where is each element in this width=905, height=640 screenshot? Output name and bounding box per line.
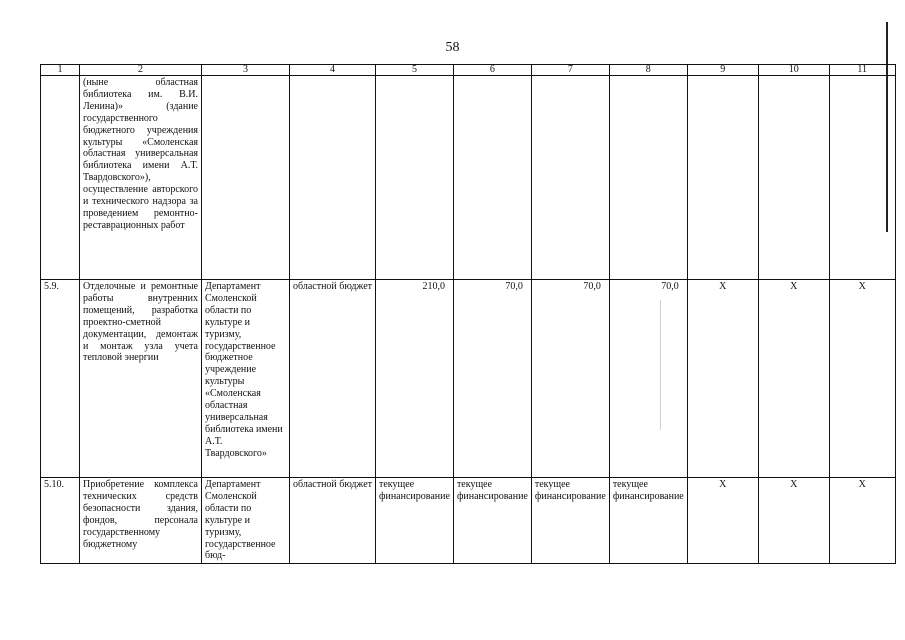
col-header-3: 3 xyxy=(202,65,290,76)
indicator-3 xyxy=(829,76,895,280)
amount-total: 210,0 xyxy=(376,280,454,478)
col-header-2: 2 xyxy=(80,65,202,76)
indicator-1 xyxy=(687,76,758,280)
col-header-11: 11 xyxy=(829,65,895,76)
funding-source xyxy=(290,76,376,280)
amount-year-3: текущее финансирование xyxy=(609,478,687,564)
amount-year-2: текущее финансирование xyxy=(531,478,609,564)
funding-source: областной бюджет xyxy=(290,478,376,564)
col-header-7: 7 xyxy=(531,65,609,76)
executor: Департамент Смоленской области по культуре и туризму, государственное бюджетное учреждение культуры «Смоленская областная универсальная библиотека имени А.Т. Твардовского» xyxy=(202,280,290,478)
executor xyxy=(202,76,290,280)
amount-year-1: 70,0 xyxy=(453,280,531,478)
amount-year-1: текущее финансирование xyxy=(453,478,531,564)
col-header-9: 9 xyxy=(687,65,758,76)
indicator-2: X xyxy=(758,280,829,478)
amount-total xyxy=(376,76,454,280)
indicator-1: X xyxy=(687,280,758,478)
budget-table xyxy=(40,64,896,564)
amount-total: текущее финансирование xyxy=(376,478,454,564)
work-description: Приобретение комплекса технических средств безопасности здания, фондов, персонала государственному бюджетному xyxy=(80,478,202,564)
col-header-10: 10 xyxy=(758,65,829,76)
amount-year-3 xyxy=(609,76,687,280)
table-row xyxy=(41,280,896,478)
indicator-3: X xyxy=(829,280,895,478)
row-number xyxy=(41,76,80,280)
amount-year-3: 70,0 xyxy=(609,280,687,478)
col-header-1: 1 xyxy=(41,65,80,76)
indicator-3: X xyxy=(829,478,895,564)
header-row xyxy=(41,65,896,76)
amount-year-2 xyxy=(531,76,609,280)
amount-year-2: 70,0 xyxy=(531,280,609,478)
work-description: (ныне областная библиотека им. В.И. Ленина)» (здание государственного бюджетного учреждения культуры «Смоленская областная универсальная библиотека имени А.Т. Твардовского»), осуществление авторского и технического надзора за проведением ремонтно-реставрационных работ xyxy=(80,76,202,280)
col-header-6: 6 xyxy=(453,65,531,76)
row-number: 5.10. xyxy=(41,478,80,564)
row-number: 5.9. xyxy=(41,280,80,478)
table-row xyxy=(41,76,896,280)
funding-source: областной бюджет xyxy=(290,280,376,478)
page-number: 58 xyxy=(445,40,460,55)
indicator-1: X xyxy=(687,478,758,564)
table-row xyxy=(41,478,896,564)
indicator-2: X xyxy=(758,478,829,564)
col-header-4: 4 xyxy=(290,65,376,76)
amount-year-1 xyxy=(453,76,531,280)
col-header-8: 8 xyxy=(609,65,687,76)
work-description: Отделочные и ремонтные работы внутренних помещений, разработка проектно-сметной документации, демонтаж и монтаж узла учета тепловой энергии xyxy=(80,280,202,478)
executor: Департамент Смоленской области по культуре и туризму, государственное бюд- xyxy=(202,478,290,564)
col-header-5: 5 xyxy=(376,65,454,76)
indicator-2 xyxy=(758,76,829,280)
